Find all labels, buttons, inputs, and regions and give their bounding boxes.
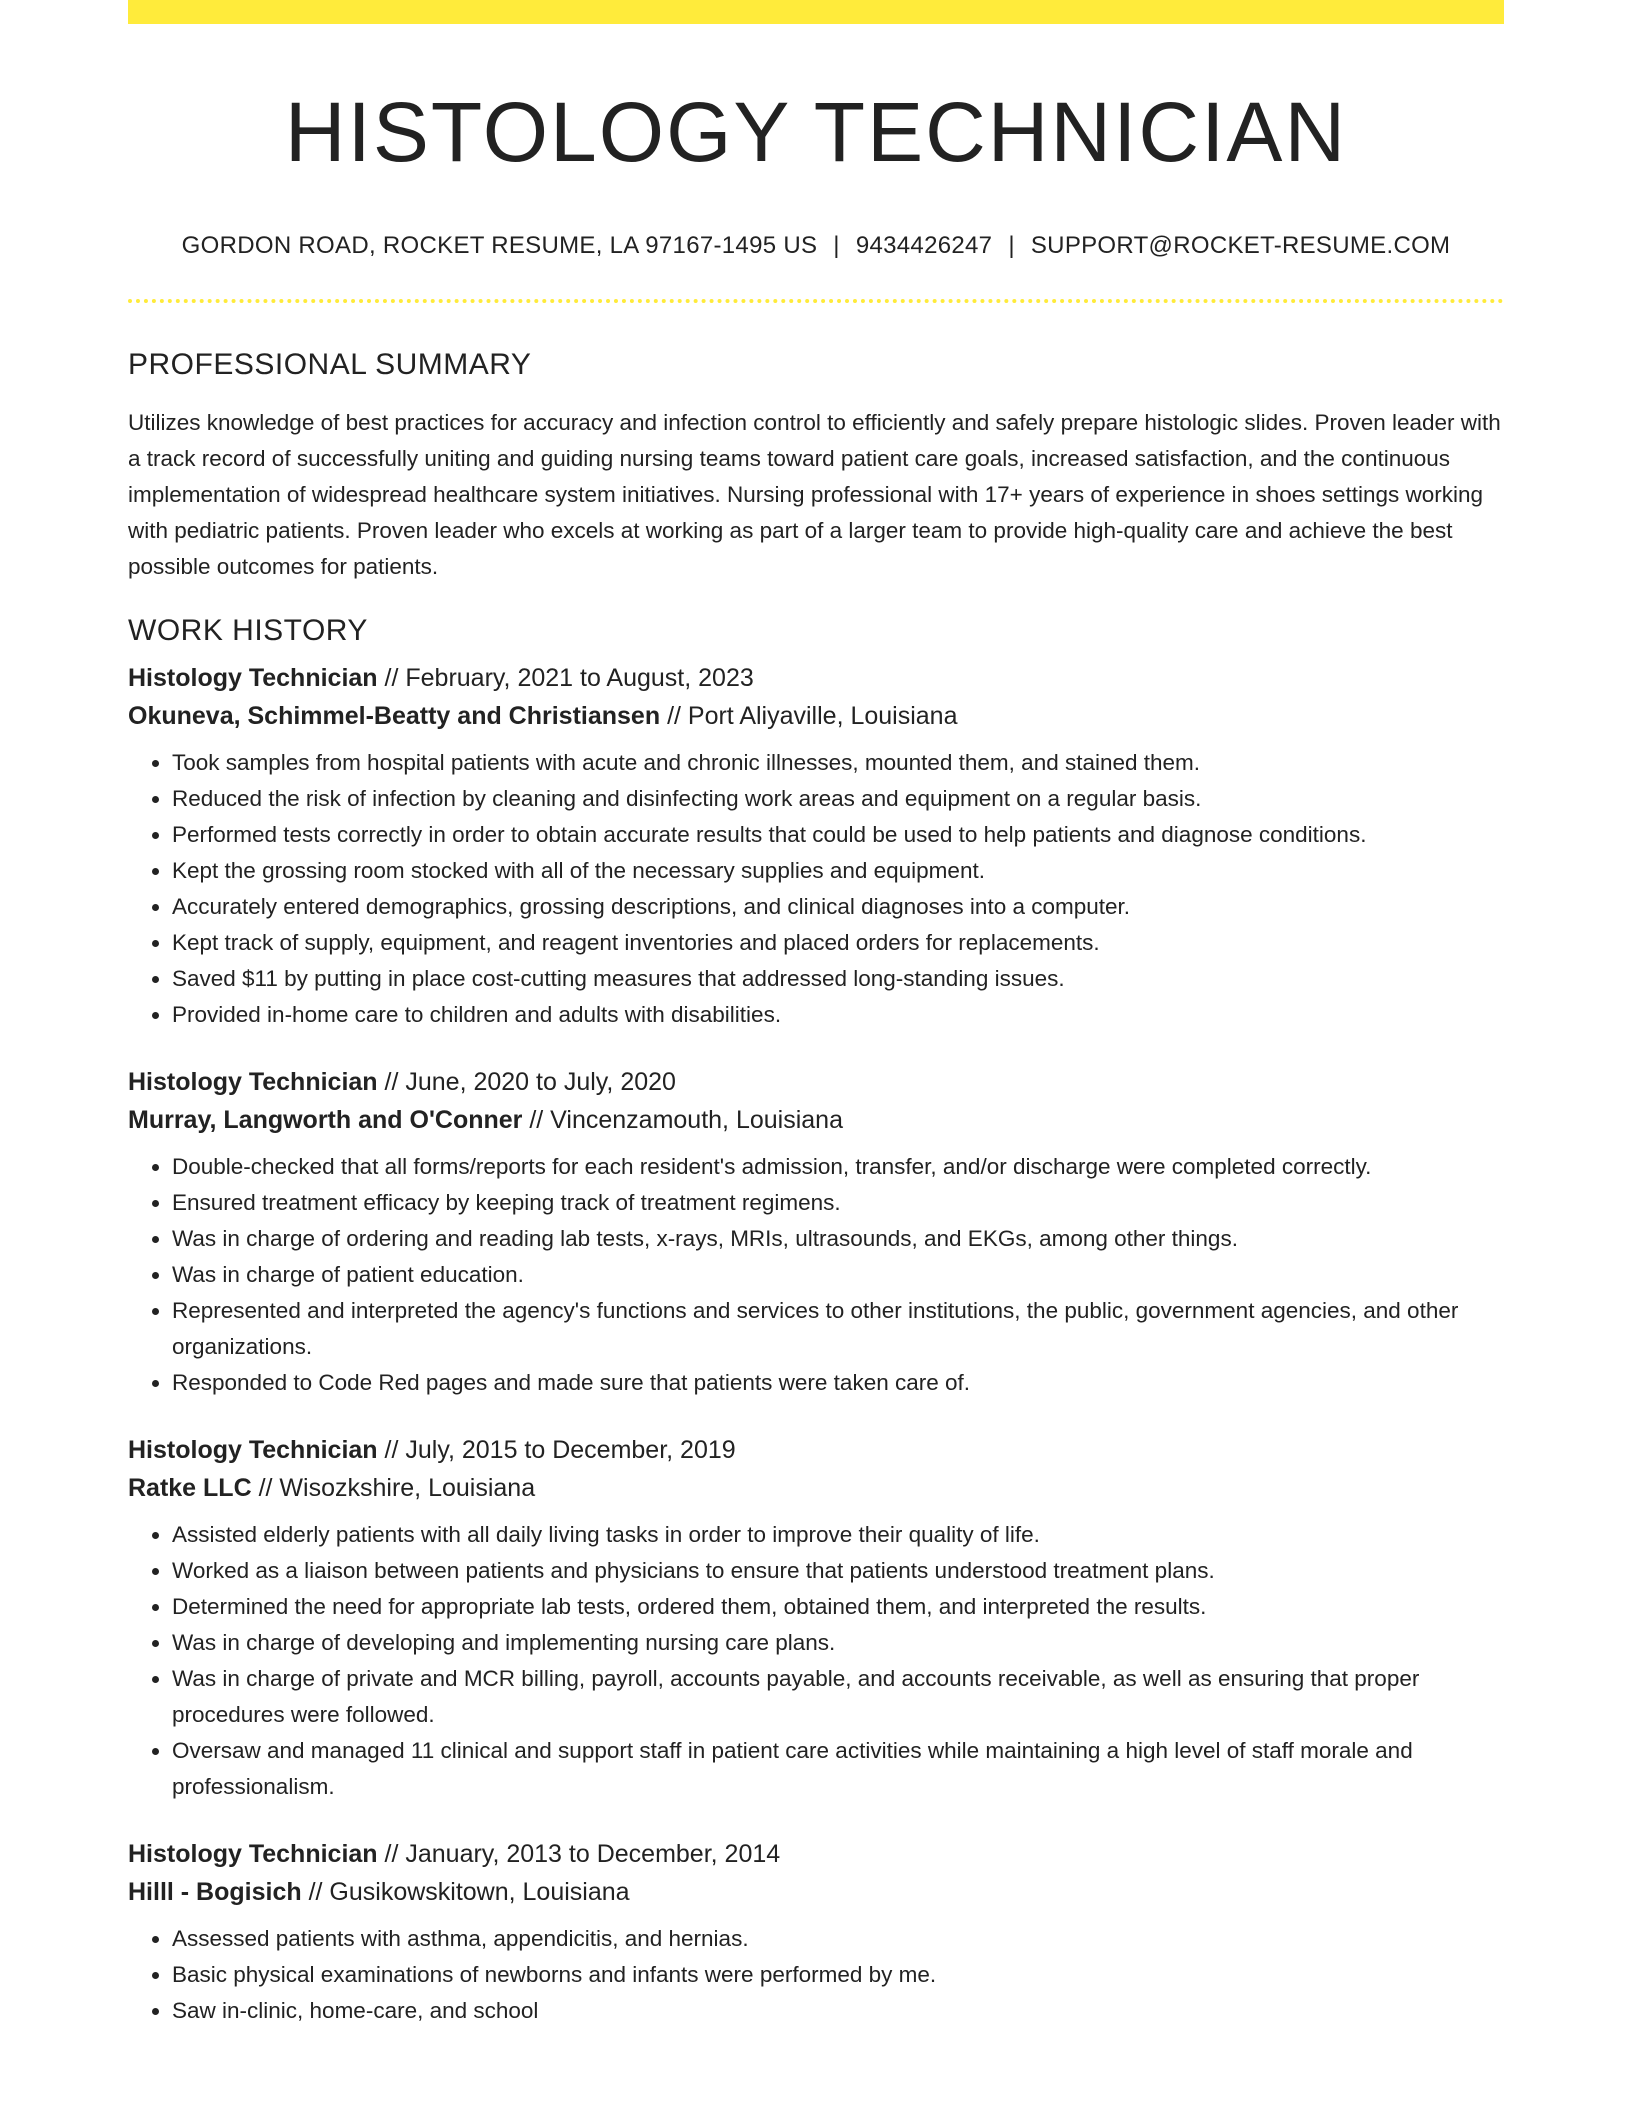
job-bullet: • Represented and interpreted the agency's functions and services to other institutions, the public, government agencies, and other organizations. <box>172 1293 1504 1365</box>
job-bullet: • Determined the need for appropriate lab tests, ordered them, obtained them, and interpreted the results. <box>172 1589 1504 1625</box>
summary-heading: PROFESSIONAL SUMMARY <box>128 348 532 382</box>
job-bullet: • Provided in-home care to children and adults with disabilities. <box>172 997 1504 1033</box>
job-title-line <box>128 1431 1504 1469</box>
job-bullet: • Assessed patients with asthma, appendicitis, and hernias. <box>172 1921 1504 1957</box>
job-bullet: • Reduced the risk of infection by cleaning and disinfecting work areas and equipment on a regular basis. <box>172 781 1504 817</box>
job-entry <box>128 1835 1504 2029</box>
job-title-line <box>128 659 1504 697</box>
contact-address: GORDON ROAD, ROCKET RESUME, LA 97167-1495 US <box>181 232 818 260</box>
job-title: Histology Technician <box>128 1436 378 1465</box>
top-accent-bar <box>128 0 1504 24</box>
work-history-heading: WORK HISTORY <box>128 614 368 648</box>
job-location: // Wisozkshire, Louisiana <box>258 1474 536 1503</box>
job-bullets <box>128 1921 1504 2029</box>
job-company: Murray, Langworth and O'Conner <box>128 1106 523 1135</box>
job-bullet: • Double-checked that all forms/reports for each resident's admission, transfer, and/or discharge were completed correctly. <box>172 1149 1504 1185</box>
resume-page <box>128 0 1504 2029</box>
job-title: Histology Technician <box>128 1840 378 1869</box>
job-company-line <box>128 697 1504 735</box>
contact-email: SUPPORT@ROCKET-RESUME.COM <box>1030 232 1451 260</box>
job-bullet: • Basic physical examinations of newborns and infants were performed by me. <box>172 1957 1504 1993</box>
job-bullet: • Was in charge of developing and implementing nursing care plans. <box>172 1625 1504 1661</box>
job-title-line <box>128 1063 1504 1101</box>
job-location: // Port Aliyaville, Louisiana <box>667 702 958 731</box>
job-bullet: • Was in charge of ordering and reading lab tests, x-rays, MRIs, ultrasounds, and EKGs, among other things. <box>172 1221 1504 1257</box>
job-bullet: • Saved $11 by putting in place cost-cutting measures that addressed long-standing issues. <box>172 961 1504 997</box>
job-entry <box>128 1431 1504 1805</box>
contact-separator: | <box>1008 232 1015 260</box>
job-location: // Vincenzamouth, Louisiana <box>529 1106 843 1135</box>
job-company-line <box>128 1469 1504 1507</box>
job-entry <box>128 659 1504 1033</box>
job-bullets <box>128 1149 1504 1401</box>
job-bullet: • Assisted elderly patients with all daily living tasks in order to improve their quality of life. <box>172 1517 1504 1553</box>
job-bullet: • Kept the grossing room stocked with all of the necessary supplies and equipment. <box>172 853 1504 889</box>
job-company: Ratke LLC <box>128 1474 252 1503</box>
dotted-divider <box>128 299 1504 303</box>
work-history-list <box>128 659 1504 2029</box>
job-company-line <box>128 1101 1504 1139</box>
job-bullet: • Accurately entered demographics, grossing descriptions, and clinical diagnoses into a computer. <box>172 889 1504 925</box>
job-company-line <box>128 1873 1504 1911</box>
job-bullet: • Was in charge of patient education. <box>172 1257 1504 1293</box>
job-bullet: • Responded to Code Red pages and made sure that patients were taken care of. <box>172 1365 1504 1401</box>
job-dates: // January, 2013 to December, 2014 <box>384 1840 781 1869</box>
job-dates: // June, 2020 to July, 2020 <box>384 1068 676 1097</box>
job-title: Histology Technician <box>128 1068 378 1097</box>
job-bullet: • Oversaw and managed 11 clinical and support staff in patient care activities while maintaining a high level of staff morale and professionalism. <box>172 1733 1504 1805</box>
job-bullet: • Saw in-clinic, home-care, and school <box>172 1993 1504 2029</box>
job-company: Hilll - Bogisich <box>128 1878 302 1907</box>
contact-line <box>128 232 1504 260</box>
summary-text: Utilizes knowledge of best practices for accuracy and infection control to efficiently and safely prepare histologic slides. Proven leader with a track record of successfully uniting and guiding nursing teams toward patient care goals, increased satisfaction, and the continuous implementation of widespread healthcare system initiatives. Nursing professional with 17+ years of experience in shoes settings working with pediatric patients. Proven leader who excels at working as part of a larger team to provide high-quality care and achieve the best possible outcomes for patients. <box>128 410 1501 580</box>
job-location: // Gusikowskitown, Louisiana <box>308 1878 630 1907</box>
job-bullet: • Ensured treatment efficacy by keeping track of treatment regimens. <box>172 1185 1504 1221</box>
job-bullets <box>128 745 1504 1033</box>
job-title: Histology Technician <box>128 664 378 693</box>
job-dates: // February, 2021 to August, 2023 <box>384 664 754 693</box>
job-bullets <box>128 1517 1504 1805</box>
contact-phone: 9434426247 <box>855 232 993 260</box>
job-bullet: • Took samples from hospital patients with acute and chronic illnesses, mounted them, and stained them. <box>172 745 1504 781</box>
job-bullet: • Was in charge of private and MCR billing, payroll, accounts payable, and accounts receivable, as well as ensuring that proper procedures were followed. <box>172 1661 1504 1733</box>
job-title-line <box>128 1835 1504 1873</box>
contact-separator: | <box>833 232 840 260</box>
job-bullet: • Worked as a liaison between patients and physicians to ensure that patients understood treatment plans. <box>172 1553 1504 1589</box>
job-bullet: • Performed tests correctly in order to obtain accurate results that could be used to help patients and diagnose conditions. <box>172 817 1504 853</box>
job-bullet: • Kept track of supply, equipment, and reagent inventories and placed orders for replacements. <box>172 925 1504 961</box>
job-entry <box>128 1063 1504 1401</box>
job-dates: // July, 2015 to December, 2019 <box>384 1436 736 1465</box>
resume-title: HISTOLOGY TECHNICIAN <box>284 85 1348 179</box>
job-company: Okuneva, Schimmel-Beatty and Christiansen <box>128 702 661 731</box>
